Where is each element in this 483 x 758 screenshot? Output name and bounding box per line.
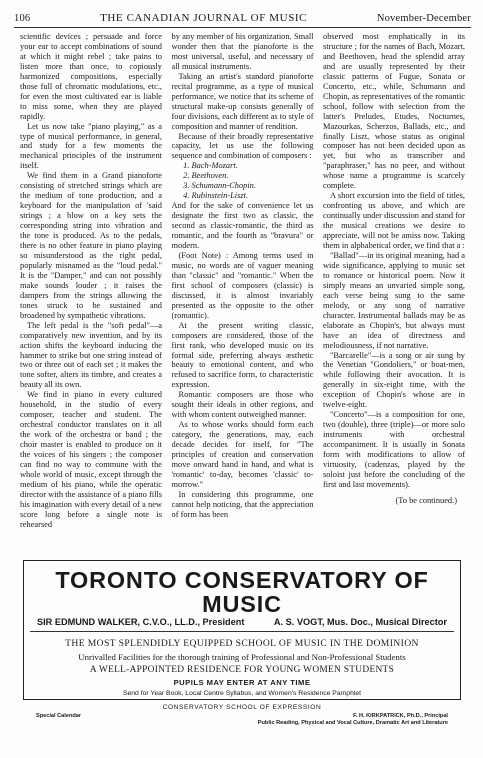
article-body (20, 32, 465, 552)
paragraph: Taking an artist's standard pianoforte recital programme, as a type of musical performance, we notice that its scheme of structural make-up consists generally of four divisions, each different as to style of composition and manner of rendition. (171, 71, 314, 131)
paragraph: As to whose works should form each category, the generations, may, each decade decides for itself, for "The principles of creation and conservation move onward hand in hand, and what is 'romantic' to-day, becomes 'classic' to-morrow." (171, 420, 314, 489)
ad-school-of-expression: CONSERVATORY SCHOOL OF EXPRESSION (162, 704, 322, 711)
list-item: 2. Beethoven. (192, 171, 314, 181)
paragraph: Romantic composers are those who sought their ideals in other regions, and with whom content outweighed manner. (171, 390, 314, 420)
journal-title: THE CANADIAN JOURNAL OF MUSIC (100, 12, 308, 24)
to-be-continued: (To be continued.) (395, 495, 457, 505)
paragraph: A short excursion into the field of titles, confronting us above, and which are continually under discussion and stand for the musical creations we desire to appreciate, will not be amiss now. Taking them in alphabetical order, we find that a : (323, 191, 465, 251)
column-1 (20, 32, 162, 552)
conservatory-advertisement (23, 560, 461, 726)
list-item: 1. Bach-Mozart. (192, 161, 314, 171)
column-3 (323, 32, 465, 552)
paragraph: scientific devices ; persuade and force your ear to accept combinations of sound at which it might rebel ; take pains to listen more than once, to copiously harmonized compositions, especially those full of chromatic modulations, etc., for even the most cultivated ear is liable to miss some, when they are played rapidly. (20, 32, 162, 121)
paragraph: Let us now take "piano playing," as a type of musical performance, in general, and study for a few moments the mechanical principles of the instrument itself. (20, 121, 162, 171)
list-item: 4. Rubinstein-Liszt. (192, 191, 314, 201)
ad-tagline: THE MOST SPLENDIDLY EQUIPPED SCHOOL OF MUSIC IN THE DOMINION (65, 638, 419, 649)
issue-date: November-December (376, 13, 471, 24)
header-rule (14, 27, 471, 28)
paragraph: And for the sake of convenience let us designate the first two as classic, the second as classic-romantic, the third as romantic, and the fourth as "bravura" or modern. (171, 201, 314, 251)
list-item: 3. Schumann-Chopin. (192, 181, 314, 191)
ad-title: TORONTO CONSERVATORY OF MUSIC (55, 567, 429, 617)
ad-directors (24, 617, 460, 627)
ad-special-calendar: Special Calendar (36, 713, 82, 719)
ad-musical-director: A. S. VOGT, Mus. Doc., Musical Director (273, 617, 447, 627)
paragraph: We find them in a Grand pianoforte consisting of stretched strings which are the medium of tone production, and a keyboard for the manipulation of 'said strings ; a blow on a key sets the corresponding string into vibration and the tone is produced. As to the pedals, there is no other feature in piano playing so misunderstood as the right pedal, popularly misnamed as the "loud pedal." It is the "Damper," and can not possibly make sounds louder ; it raises the dampers from the strings allowing the tones struck to be sustained and broadened by sympathetic vibrations. (20, 171, 162, 320)
column-2 (172, 32, 314, 552)
paragraph: observed most emphatically in its structure ; for the names of Bach, Mozart, and Beethoven, head the splendid array and are usually represented by their classic patterns of Fugue, Sonata or Concerto, etc., while, Schumann and Chopin, as representatives of the romantic school, follow with selection from the latter's Preludes, Etudes, Nocturnes, Mazourkas, Scherzos, Ballads, etc., and finally Liszt, whose status as original composer has not been decided upon as yet, but who as transcriber and "paraphraser," has no peer, and without whose name a programme is scarcely complete. (323, 32, 465, 191)
ad-enrollment: PUPILS MAY ENTER AT ANY TIME (173, 678, 311, 687)
paragraph: In considering this programme, one cannot help noticing, that the appreciation of form has been (171, 489, 314, 519)
running-head (14, 12, 471, 24)
paragraph: "Ballad"—in its original meaning, had a wide significance, applying to music set to romance or historical poem. Now it simply means an unvaried simple song, each verse being sung to the same melody, or any song of narrative character. Instrumental ballads may be as elaborate as Chopin's, but always must have an idea of directness and melodiousness, if not narrative. (323, 250, 465, 350)
ad-principal-block (258, 713, 448, 727)
paragraph: by any member of his organization. Small wonder then that the pianoforte is the most universal, useful, and necessary of all musical instruments. (171, 32, 314, 71)
ad-facilities: Unrivalled Facilities for the thorough training of Professional and Non-Professional Students (78, 652, 406, 662)
ad-principal: F. H. KIRKPATRICK, Ph.D., Principal (353, 713, 448, 719)
ad-subjects: Public Reading, Physical and Vocal Culture, Dramatic Art and Literature (257, 720, 448, 726)
composer-list (172, 161, 314, 201)
ad-rule (30, 631, 454, 632)
paragraph: "Barcarelle"—is a song or air sung by the Venetian "Gondoliers," or boat-men, while following their avocation. It is generally in six-eight time, with the exception of Chopin's whose are in twelve-eight. (323, 350, 465, 410)
paragraph: "Concerto"—is a composition for one, two (double), three (triple)—or more solo instruments with orchestral accompaniment. It is usually in Sonata form with modifications to allow of virtuosity, (cadenzas, played by the soloist just before the concluding of the first and last movements). (323, 410, 465, 489)
paragraph: (Foot Note) : Among terms used in music, no words are of vaguer meaning than "classic" and "romantic." When the first school of composers (classic) is discussed, it is almost invariably presented as the opposite to the other (romantic). (171, 250, 314, 320)
paragraph: At the present writing classic, composers are considered, those of the first rank, who developed music on its formal side, preferring always æsthetic beauty to emotional content, and who refused to sacrifice form, to characteristic expression. (171, 320, 314, 390)
ad-president: SIR EDMUND WALKER, C.V.O., LL.D., President (37, 617, 245, 627)
ad-residence: A WELL-APPOINTED RESIDENCE FOR YOUNG WOMEN STUDENTS (89, 665, 395, 675)
paragraph: The left pedal is the "soft pedal"—a comparatively new invention, and by its action shifts the keyboard inducing the hammer to strike but one string instead of two or three out of each set ; it makes the tone softer, alters its timbre, and creates a beauty all its own. (20, 320, 162, 390)
page-number: 106 (14, 13, 31, 24)
ad-footer (24, 713, 460, 727)
paragraph: Because of their broadly representative capacity, let us use the following sequence and combination of composers : (171, 131, 314, 161)
paragraph: We find in piano in every cultured household, in the studio of every composer, teacher and student. The orchestral conductor translates on it all the work of the orchestra or band ; the choir master is enabled to produce on it the voices of his singers ; the composer can find no way to commune with the whole world of music, except through the medium of his piano, while the operatic director with the assistance of a piano fills his imagination with every detail of a new score long before a single note is rehearsed (20, 390, 162, 529)
ad-send-for: Send for Year Book, Local Centre Syllabus, and Women's Residence Pamphlet (122, 690, 362, 697)
